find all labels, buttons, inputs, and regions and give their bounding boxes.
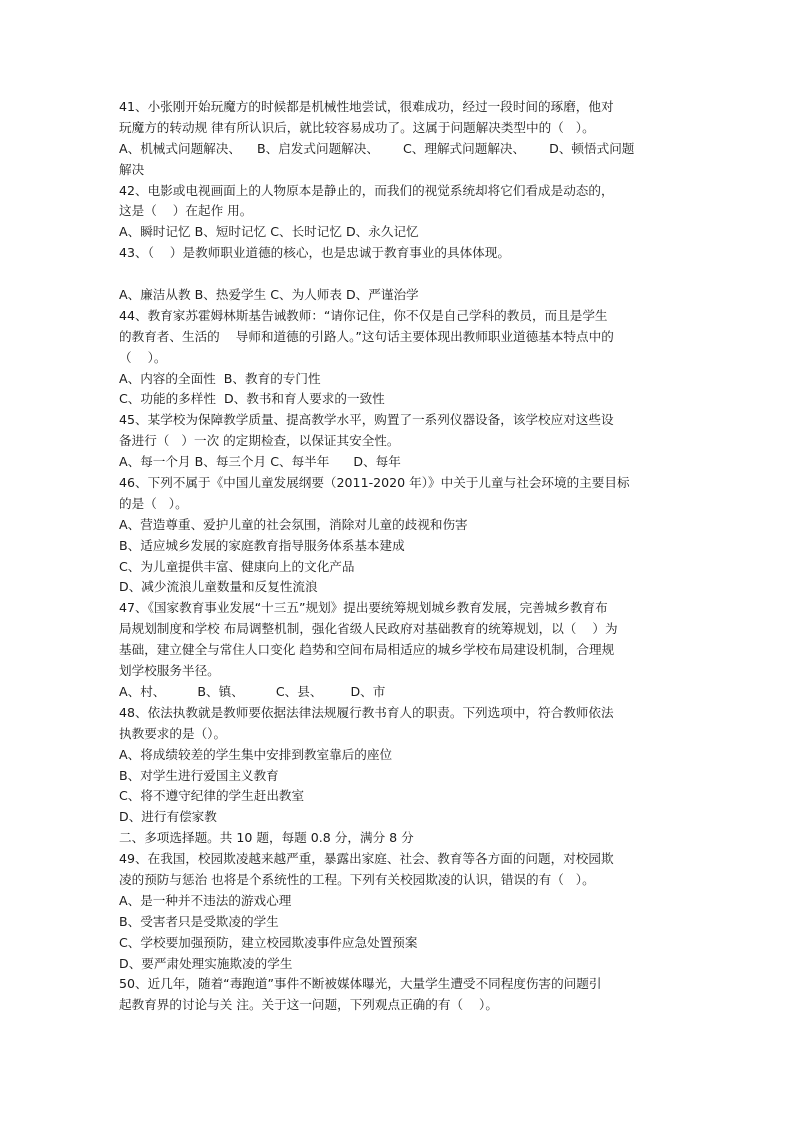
text-line: A、将成绩较差的学生集中安排到教室靠后的座位 xyxy=(119,746,393,762)
text-line: A、内容的全面性 B、教育的专门性 xyxy=(119,370,321,386)
text-line: 解决 xyxy=(119,161,145,177)
text-line: 玩魔方的转动规 律有所认识后，就比较容易成功了。这属于问题解决类型中的（ ）。 xyxy=(119,119,595,135)
text-line: A、每一个月 B、每三个月 C、每半年 D、每年 xyxy=(119,454,401,470)
text-line: 基础，建立健全与常住人口变化 趋势和空间布局相适应的城乡学校布局建设机制，合理规 xyxy=(119,642,615,658)
text-line: B、受害者只是受欺凌的学生 xyxy=(119,913,279,929)
text-line: 局规划制度和学校 布局调整机制，强化省级人民政府对基础教育的统筹规划，以（ ）为 xyxy=(119,621,618,637)
text-line: D、进行有偿家教 xyxy=(119,809,217,825)
text-line: 49、在我国，校园欺凌越来越严重，暴露出家庭、社会、教育等各方面的问题，对校园欺 xyxy=(119,851,614,867)
text-line: 二、多项选择题。共 10 题，每题 0.8 分，满分 8 分 xyxy=(119,830,414,846)
text-line: C、功能的多样性 D、教书和育人要求的一致性 xyxy=(119,391,385,407)
text-line: 划学校服务半径。 xyxy=(119,663,220,679)
text-line: A、营造尊重、爱护儿童的社会氛围，消除对儿童的歧视和伤害 xyxy=(119,516,468,532)
text-line: 凌的预防与惩治 也将是个系统性的工程。下列有关校园欺凌的认识，错误的有（ ）。 xyxy=(119,871,595,887)
text-line: 45、某学校为保障教学质量、提高教学水平，购置了一系列仪器设备，该学校应对这些设 xyxy=(119,412,614,428)
text-line: 的是（ ）。 xyxy=(119,495,188,511)
text-line: B、对学生进行爱国主义教育 xyxy=(119,767,279,783)
text-line: 44、教育家苏霍姆林斯基告诫教师：“请你记住，你不仅是自己学科的教员，而且是学生 xyxy=(119,307,608,323)
text-line: C、将不遵守纪律的学生赶出教室 xyxy=(119,788,305,804)
text-line: D、减少流浪儿童数量和反复性流浪 xyxy=(119,579,318,595)
text-line: A、廉洁从教 B、热爱学生 C、为人师表 D、严谨治学 xyxy=(119,287,419,303)
text-line: 47、《国家教育事业发展“十三五”规划》提出要统筹规划城乡教育发展，完善城乡教育布 xyxy=(119,600,608,616)
text-line: 43、（ ）是教师职业道德的核心，也是忠诚于教育事业的具体体现。 xyxy=(119,245,510,261)
text-line: 48、依法执教就是教师要依据法律法规履行教书育人的职责。下列选项中，符合教师依法 xyxy=(119,704,614,720)
text-line: 的教育者、生活的 导师和道德的引路人。”这句话主要体现出教师职业道德基本特点中的 xyxy=(119,328,614,344)
text-line: A、是一种并不违法的游戏心理 xyxy=(119,892,292,908)
text-line: 起教育界的讨论与关 注。关于这一问题，下列观点正确的有（ ）。 xyxy=(119,997,498,1013)
text-line: 42、电影或电视画面上的人物原本是静止的，而我们的视觉系统却将它们看成是动态的， xyxy=(119,182,614,198)
text-line: A、瞬时记忆 B、短时记忆 C、长时记忆 D、永久记忆 xyxy=(119,224,419,240)
text-line: C、学校要加强预防，建立校园欺凌事件应急处置预案 xyxy=(119,934,418,950)
text-line: C、为儿童提供丰富、健康向上的文化产品 xyxy=(119,558,355,574)
text-line: 备进行（ ）一次 的定期检查，以保证其安全性。 xyxy=(119,433,400,449)
document-body xyxy=(119,97,685,1016)
text-line: （ ）。 xyxy=(119,349,167,365)
text-line: 执教要求的是（）。 xyxy=(119,725,227,741)
text-line: A、机械式问题解决、 B、启发式问题解决、 C、理解式问题解决、 D、顿悟式问题 xyxy=(119,140,635,156)
text-line: D、要严肃处理实施欺凌的学生 xyxy=(119,955,293,971)
text-line: 50、近几年，随着“毒跑道”事件不断被媒体曝光，大量学生遭受不同程度伤害的问题引 xyxy=(119,976,602,992)
blank-line xyxy=(119,264,685,285)
text-line: B、适应城乡发展的家庭教育指导服务体系基本建成 xyxy=(119,537,405,553)
text-line: A、村、 B、镇、 C、县、 D、市 xyxy=(119,683,386,699)
text-line: 这是（ ）在起作 用。 xyxy=(119,203,253,219)
text-line: 41、小张刚开始玩魔方的时候都是机械性地尝试，很难成功，经过一段时间的琢磨，他对 xyxy=(119,99,614,114)
text-line: 46、下列不属于《中国儿童发展纲要（2011-2020 年）》中关于儿童与社会环境的主要目标 xyxy=(119,475,630,491)
